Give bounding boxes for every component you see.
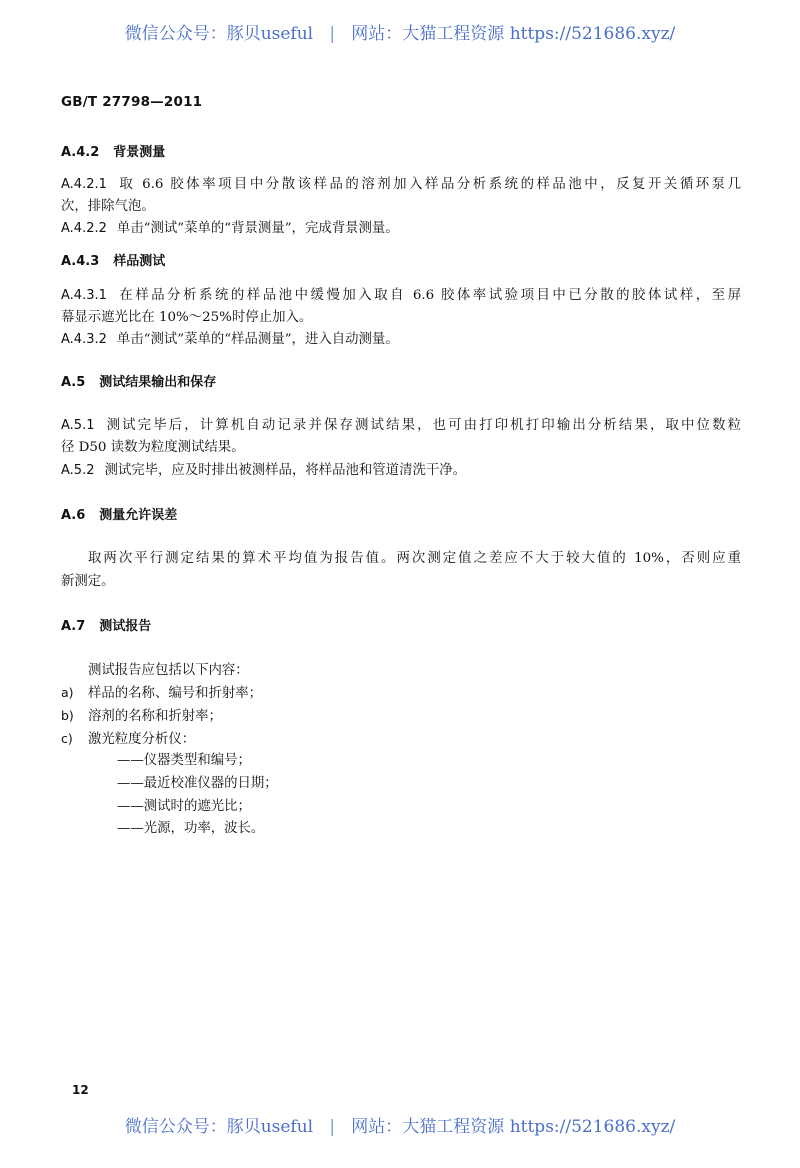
watermark-separator: | [329, 1117, 336, 1137]
clause-number: A.4.2.1 [61, 177, 107, 192]
clause-a-4-3-2 [61, 330, 741, 350]
clause-a-4-2-1-line2: 次，排除气泡。 [61, 199, 155, 214]
clause-number: A.7 [61, 619, 86, 634]
clause-text: 测试完毕，应及时排出被测样品，将样品池和管道清洗干净。 [104, 463, 467, 478]
heading-title: 测试结果输出和保存 [99, 375, 217, 390]
list-item-text: 激光粒度分析仪： [88, 732, 196, 747]
heading-title: 测量允许误差 [99, 508, 178, 523]
list-item [61, 729, 741, 750]
watermark-wechat: 微信公众号：豚贝useful [124, 1117, 314, 1137]
clause-a-5-1-line2: 径 D50 读数为粒度测试结果。 [61, 440, 245, 455]
sub-list-item: ——最近校准仪器的日期； [117, 776, 278, 791]
sub-list-item: ——仪器类型和编号； [117, 753, 251, 768]
list-item-text: 样品的名称、编号和折射率； [88, 686, 263, 701]
clause-text: 在样品分析系统的样品池中缓慢加入取自 6.6 胶体率试验项目中已分散的胶体试样，至屏 [116, 288, 741, 303]
clause-text: 单击“测试”菜单的“样品测量”，进入自动测量。 [116, 332, 399, 347]
clause-number: A.4.3.2 [61, 332, 107, 347]
heading-a-7 [61, 617, 741, 637]
heading-title: 测试报告 [99, 619, 152, 634]
clause-text: 测试完毕后，计算机自动记录并保存测试结果，也可由打印机打印输出分析结果，取中位数粒 [104, 418, 741, 433]
page-number: 12 [72, 1083, 89, 1097]
paragraph-a-6-line1: 取两次平行测定结果的算术平均值为报告值。两次测定值之差应不大于较大值的 10%，否则应重 [88, 551, 741, 566]
sub-list-item: ——测试时的遮光比； [117, 799, 251, 814]
watermark-top [0, 19, 800, 44]
watermark-website: 网站：大猫工程资源 https://521686.xyz/ [351, 1117, 676, 1137]
clause-a-4-2-2 [61, 219, 741, 239]
clause-number: A.4.2 [61, 145, 100, 160]
list-item-text: 溶剂的名称和折射率； [88, 709, 222, 724]
watermark-website: 网站：大猫工程资源 https://521686.xyz/ [351, 24, 676, 44]
heading-a-6 [61, 506, 741, 526]
sub-list-item: ——光源，功率，波长。 [117, 821, 265, 836]
list-marker: b) [61, 708, 74, 723]
clause-text: 单击“测试”菜单的“背景测量”，完成背景测量。 [116, 221, 399, 236]
watermark-wechat: 微信公众号：豚贝useful [124, 24, 314, 44]
heading-a-4-2 [61, 143, 741, 163]
watermark-separator: | [329, 24, 336, 44]
clause-a-5-2 [61, 461, 741, 481]
clause-a-4-3-1-line1 [61, 286, 741, 306]
clause-number: A.5.1 [61, 418, 95, 433]
paragraph-a-6-line2: 新测定。 [61, 574, 115, 589]
clause-number: A.4.2.2 [61, 221, 107, 236]
list-item [61, 683, 741, 704]
clause-number: A.4.3 [61, 254, 100, 269]
clause-a-4-3-1-line2: 幕显示遮光比在 10%～25%时停止加入。 [61, 310, 313, 325]
heading-title: 样品测试 [113, 254, 166, 269]
clause-a-5-1-line1 [61, 416, 741, 436]
clause-a-4-2-1-line1 [61, 175, 741, 195]
clause-number: A.5.2 [61, 463, 95, 478]
clause-number: A.5 [61, 375, 86, 390]
list-marker: a) [61, 685, 74, 700]
list-marker: c) [61, 731, 73, 746]
clause-text: 取 6.6 胶体率项目中分散该样品的溶剂加入样品分析系统的样品池中，反复开关循环泵几 [116, 177, 741, 192]
heading-a-5 [61, 373, 741, 393]
watermark-bottom [0, 1112, 800, 1137]
clause-number: A.4.3.1 [61, 288, 107, 303]
clause-number: A.6 [61, 508, 86, 523]
report-intro: 测试报告应包括以下内容： [88, 663, 249, 678]
list-item [61, 706, 741, 727]
standard-code: GB/T 27798—2011 [61, 94, 203, 110]
heading-title: 背景测量 [113, 145, 166, 160]
heading-a-4-3 [61, 252, 741, 272]
